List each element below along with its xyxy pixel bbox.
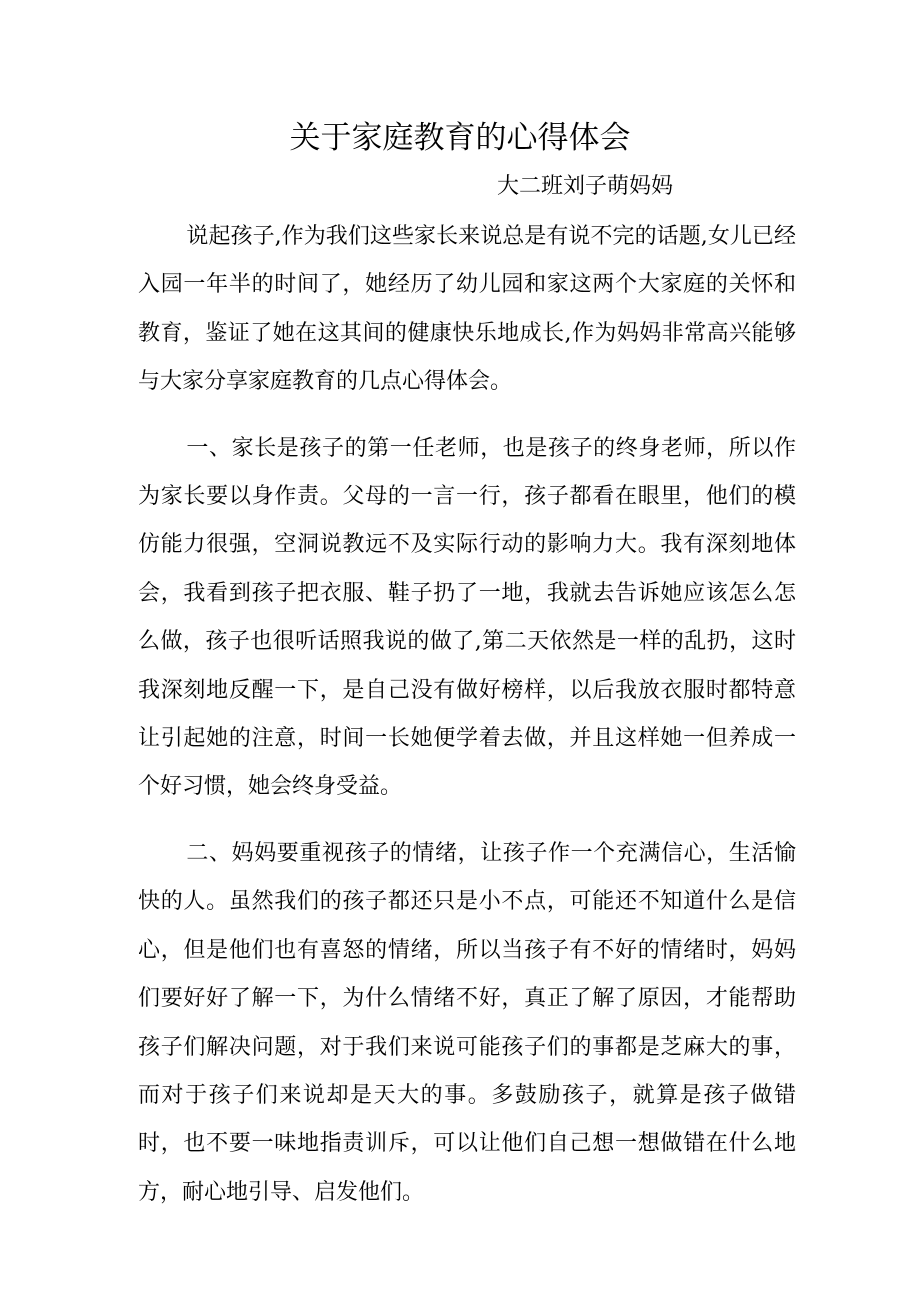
- body-paragraph-point-two: 二、妈妈要重视孩子的情绪，让孩子作一个充满信心，生活愉快的人。虽然我们的孩子都还只是小不点，可能还不知道什么是信心，但是他们也有喜怒的情绪，所以当孩子有不好的情绪时，妈妈们要好好了解一下，为什么情绪不好，真正了解了原因，才能帮助孩子们解决问题，对于我们来说可能孩子们的事都是芝麻大的事，而对于孩子们来说却是天大的事。多鼓励孩子，就算是孩子做错时，也不要一味地指责训斥，可以让他们自己想一想做错在什么地方，耐心地引导、启发他们。: [138, 840, 796, 1205]
- document-body: [138, 213, 796, 1235]
- document-author: 大二班刘子萌妈妈: [497, 174, 674, 199]
- document-title: 关于家庭教育的心得体会: [289, 120, 631, 156]
- body-paragraph-point-one: 一、家长是孩子的第一任老师，也是孩子的终身老师，所以作为家长要以身作责。父母的一言一行，孩子都看在眼里，他们的模仿能力很强，空洞说教远不及实际行动的影响力大。我有深刻地体会，我看到孩子把衣服、鞋子扔了一地，我就去告诉她应该怎么怎么做，孩子也很听话照我说的做了,第二天依然是一样的乱扔，这时我深刻地反醒一下，是自己没有做好榜样，以后我放衣服时都特意让引起她的注意，时间一长她便学着去做，并且这样她一但养成一个好习惯，她会终身受益。: [138, 435, 796, 800]
- body-paragraph-intro: 说起孩子,作为我们这些家长来说总是有说不完的话题,女儿已经入园一年半的时间了，她经历了幼儿园和家这两个大家庭的关怀和教育，鉴证了她在这其间的健康快乐地成长,作为妈妈非常高兴能够与大家分享家庭教育的几点心得体会。: [138, 224, 796, 395]
